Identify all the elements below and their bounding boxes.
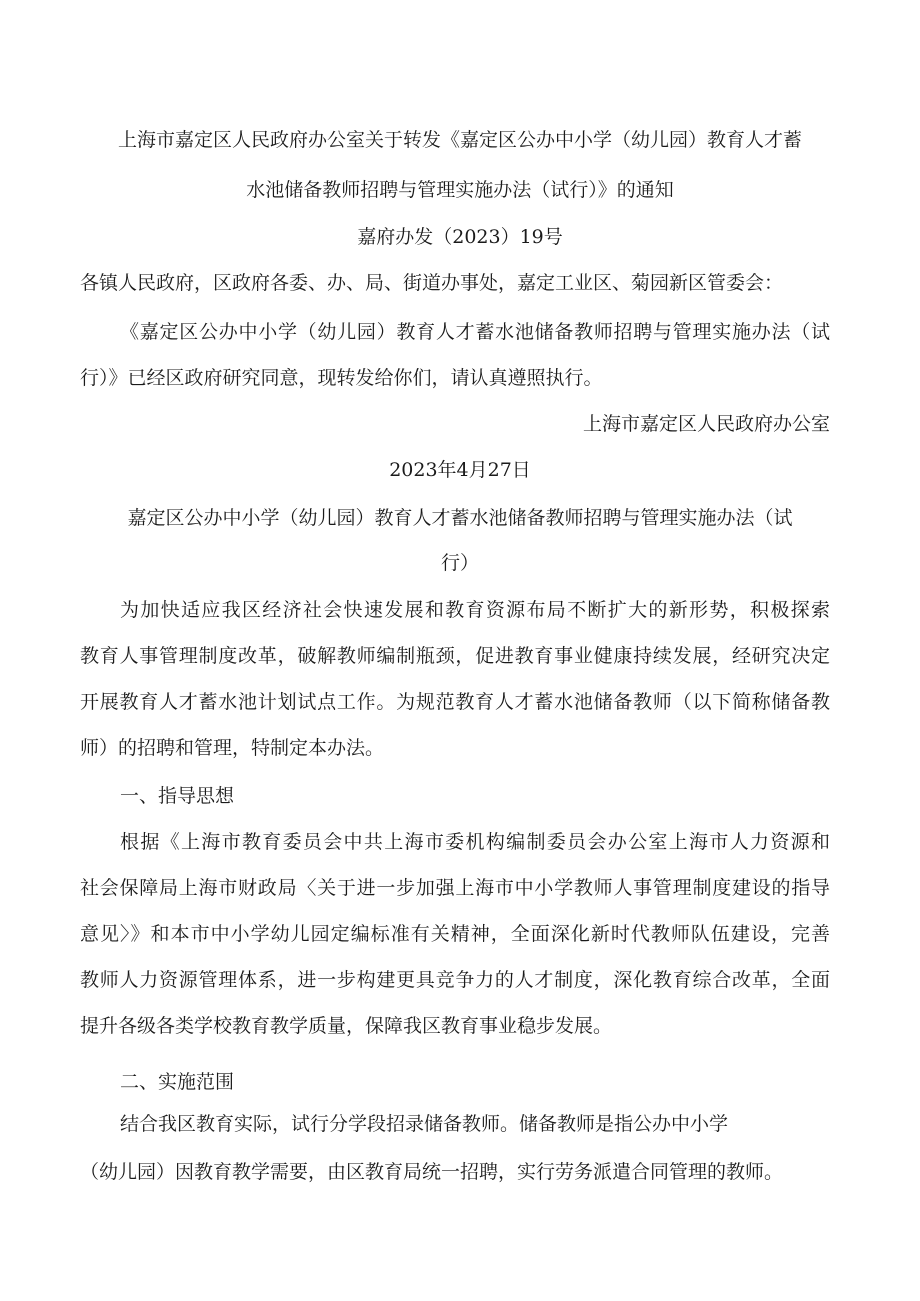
measures-title-line-2: 行） bbox=[440, 552, 479, 574]
section-2-line-2: （幼儿园）因教育教学需要，由区教育局统一招聘，实行劳务派遣合同管理的教师。 bbox=[80, 1161, 784, 1183]
intro-line-3: 开展教育人才蓄水池计划试点工作。为规范教育人才蓄水池储备教师（以下简称储备教 bbox=[80, 691, 830, 713]
signature-date: 2023年4月27日 bbox=[389, 459, 531, 481]
notice-body-line-1: 《嘉定区公办中小学（幼儿园）教育人才蓄水池储备教师招聘与管理实施办法（试 bbox=[120, 321, 830, 343]
section-1-line-2: 社会保障局上海市财政局〈关于进一步加强上海市中小学教师人事管理制度建设的指导 bbox=[80, 877, 830, 899]
section-2-line-1: 结合我区教育实际，试行分学段招录储备教师。储备教师是指公办中小学 bbox=[120, 1113, 729, 1135]
document-number: 嘉府办发（2023）19号 bbox=[357, 226, 563, 248]
intro-line-1: 为加快适应我区经济社会快速发展和教育资源布局不断扩大的新形势，积极探索 bbox=[120, 599, 830, 621]
section-1-line-4: 教师人力资源管理体系，进一步构建更具竞争力的人才制度，深化教育综合改革，全面 bbox=[80, 969, 830, 991]
intro-line-2: 教育人事管理制度改革，破解教师编制瓶颈，促进教育事业健康持续发展，经研究决定 bbox=[80, 645, 830, 667]
measures-title-line-1: 嘉定区公办中小学（幼儿园）教育人才蓄水池储备教师招聘与管理实施办法（试 bbox=[127, 507, 793, 529]
addressee: 各镇人民政府，区政府各委、办、局、街道办事处，嘉定工业区、菊园新区管委会： bbox=[80, 272, 784, 294]
notice-body-line-2: 行）》已经区政府研究同意，现转发给你们，请认真遵照执行。 bbox=[80, 367, 603, 389]
notice-title-line-2: 水池储备教师招聘与管理实施办法（试行）》的通知 bbox=[246, 179, 674, 201]
notice-title-line-1: 上海市嘉定区人民政府办公室关于转发《嘉定区公办中小学（幼儿园）教育人才蓄 bbox=[117, 129, 802, 151]
section-1-line-3: 意见〉》和本市中小学幼儿园定编标准有关精神，全面深化新时代教师队伍建设，完善 bbox=[80, 923, 830, 945]
section-1-line-1: 根据《上海市教育委员会中共上海市委机构编制委员会办公室上海市人力资源和 bbox=[120, 831, 830, 853]
signature-office: 上海市嘉定区人民政府办公室 bbox=[582, 413, 830, 435]
section-1-heading: 一、指导思想 bbox=[120, 785, 235, 807]
section-1-line-5: 提升各级各类学校教育教学质量，保障我区教育事业稳步发展。 bbox=[80, 1015, 613, 1037]
section-2-heading: 二、实施范围 bbox=[120, 1071, 235, 1093]
intro-line-4: 师）的招聘和管理，特制定本办法。 bbox=[80, 737, 385, 759]
